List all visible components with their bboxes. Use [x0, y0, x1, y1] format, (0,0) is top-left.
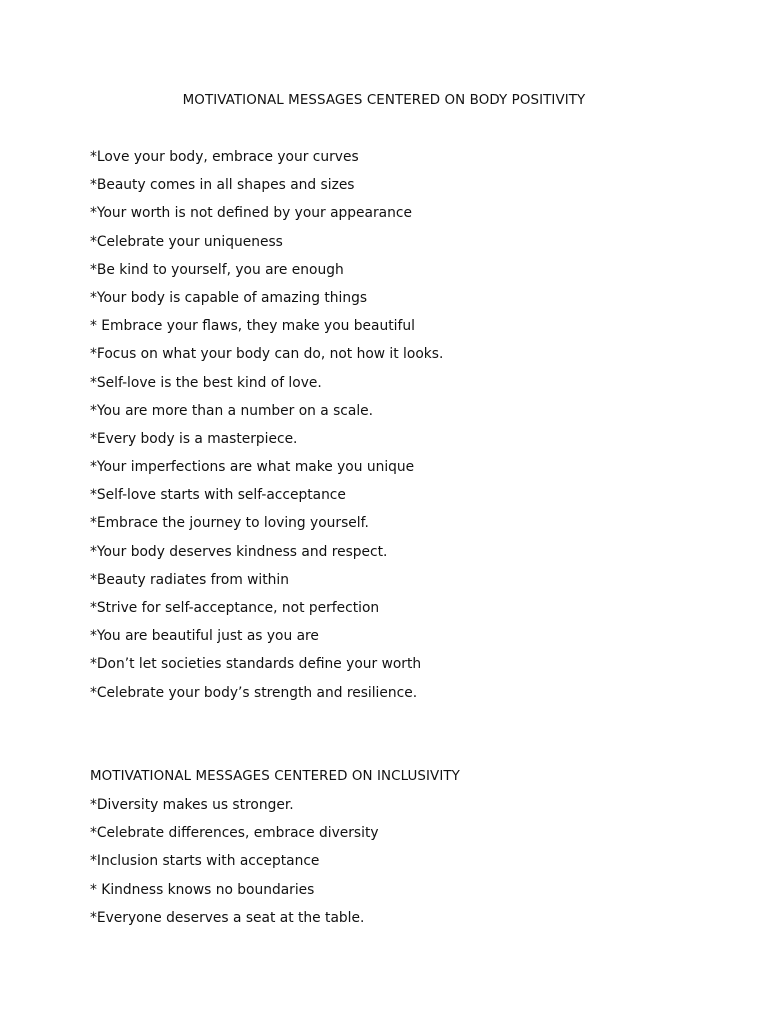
list-item: *Celebrate your body’s strength and resilience. [90, 684, 418, 701]
list-item: *Diversity makes us stronger. [90, 797, 294, 813]
list-item: *Self-love starts with self-acceptance [90, 487, 346, 504]
list-item: *Your imperfections are what make you unique [90, 459, 415, 476]
list-item: *Every body is a masterpiece. [90, 430, 298, 447]
list-item: *Celebrate differences, embrace diversity [90, 825, 379, 842]
section-heading-inclusivity: MOTIVATIONAL MESSAGES CENTERED ON INCLUSIVITY [90, 769, 460, 784]
list-item: * Kindness knows no boundaries [90, 881, 315, 898]
list-item: *Focus on what your body can do, not how it looks. [90, 346, 444, 363]
list-item: *Self-love is the best kind of love. [90, 374, 322, 391]
list-item: *Beauty comes in all shapes and sizes [90, 177, 355, 194]
list-item: *Your body is capable of amazing things [90, 289, 368, 306]
list-item: *Don’t let societies standards define your worth [90, 656, 422, 673]
body-positivity-list [90, 143, 443, 707]
list-item: *Strive for self-acceptance, not perfection [90, 600, 380, 616]
list-item: *Celebrate your uniqueness [90, 233, 283, 250]
inclusivity-list [90, 791, 379, 932]
list-item: * Embrace your flaws, they make you beautiful [90, 318, 415, 335]
list-item: *You are beautiful just as you are [90, 628, 319, 645]
list-item: *Be kind to yourself, you are enough [90, 261, 344, 278]
list-item: *Your worth is not defined by your appearance [90, 205, 412, 222]
section-heading-body-positivity: MOTIVATIONAL MESSAGES CENTERED ON BODY POSITIVITY [182, 93, 586, 108]
list-item: *Your body deserves kindness and respect. [90, 543, 388, 560]
list-item: *Everyone deserves a seat at the table. [90, 909, 365, 926]
list-item: *Inclusion starts with acceptance [90, 853, 320, 870]
list-item: *Beauty radiates from within [90, 571, 289, 588]
list-item: *Love your body, embrace your curves [90, 149, 359, 165]
list-item: *You are more than a number on a scale. [90, 402, 374, 419]
list-item: *Embrace the journey to loving yourself. [90, 515, 369, 532]
